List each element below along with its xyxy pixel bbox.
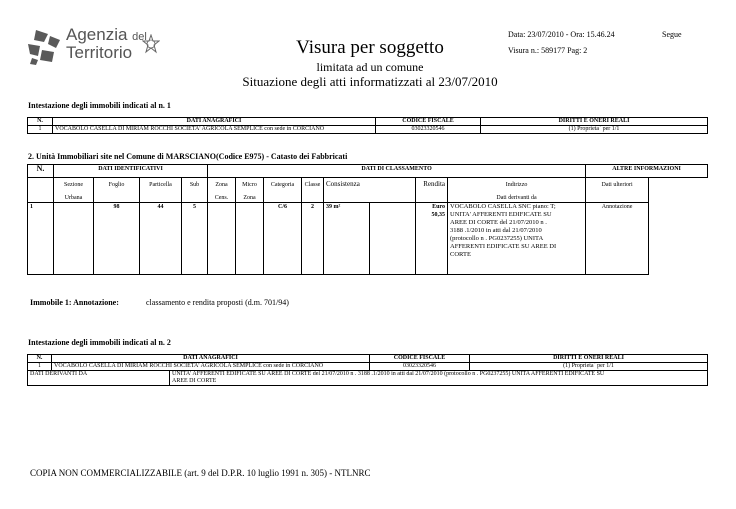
table-row [28,371,708,386]
cell-classe: 2 [302,203,324,275]
col-codice-fiscale: CODICE FISCALE [370,355,470,363]
sub-urbana: Urbana [64,195,83,201]
table-row [28,126,708,134]
cell-derivanti-line: AREE DI CORTE del 21/07/2010 n . [450,219,547,226]
col-n: N. [28,355,52,363]
cell-derivanti-line: AFFERENTI EDIFICATE SU AREE DI [450,243,557,250]
header-date: Data: 23/07/2010 - Ora: 15.46.24 [508,30,615,39]
footer-note: COPIA NON COMMERCIALIZZABILE (art. 9 del D.P.R. 10 luglio 1991 n. 305) - NTLNRC [30,468,371,478]
sub-cens: Cens. [214,195,229,201]
section2-heading: 2. Unità Immobiliari site nel Comune di MARSCIANO(Codice E975) - Catasto dei Fabbricati [28,152,348,161]
cell-n: 1 [28,126,53,134]
col-n: N. [28,118,53,126]
header-visura-number: Visura n.: 589177 Pag: 2 [508,46,588,55]
sub-foglio: Foglio [94,178,140,203]
sub-zona2: Zona [243,195,256,201]
col-diritti: DIRITTI E ONERI REALI [481,118,708,126]
cell-derivanti-line: AREE DI CORTE [172,378,217,384]
annotation-label: Immobile 1: Annotazione: [30,298,119,307]
sub-consistenza: Consistenza [324,178,416,203]
cell-particella: 44 [140,203,182,275]
group-altre-informazioni: ALTRE INFORMAZIONI [586,165,708,178]
sub-dati-derivanti: Dati derivanti da [496,195,537,201]
cell-foglio: 98 [94,203,140,275]
cell-ulteriori: Annotazione [586,203,649,275]
col-codice-fiscale: CODICE FISCALE [376,118,481,126]
section1-heading: Intestazione degli immobili indicati al n. 1 [28,101,171,110]
sub-sub: Sub [182,178,208,203]
cell-anagrafici: VOCABOLO CASELLA DI MIRIAM ROCCHI SOCIETA' AGRICOLA SEMPLICE con sede in CORCIANO [53,126,376,134]
table-row [28,363,708,371]
sub-particella: Particella [140,178,182,203]
page-subtitle-2: Situazione degli atti informatizzati al 23/07/2010 [242,74,498,89]
logo-name-line1: Agenzia [66,25,128,44]
cell-categoria: C/6 [264,203,302,275]
cell-cf: 03023320546 [370,363,470,371]
cell-derivanti-label: DATI DERIVANTI DA [28,371,170,386]
sub-sezione: Sezione [64,182,83,188]
cell-consistenza: 39 m² [324,203,370,275]
logo-name-del: del [132,31,147,43]
group-dati-identificativi: DATI IDENTIFICATIVI [54,165,208,178]
agency-logo [26,26,166,68]
cell-diritti: (1) Proprieta` per 1/1 [470,363,708,371]
page-subtitle-1: limitata ad un comune [316,60,424,74]
page-title: Visura per soggetto [296,37,444,58]
sub-rendita: Rendita [416,178,448,203]
sub-indirizzo: Indirizzo [505,182,528,188]
cell-n: 1 [28,203,54,275]
annotation-text: classamento e rendita proposti (d.m. 701/94) [146,298,289,307]
section3-table [27,354,708,386]
group-n: N. [28,165,54,178]
section2-table [27,164,708,275]
sub-categoria: Categoria [264,178,302,203]
cell-rendita: Euro 50,35 [416,203,448,275]
cell-derivanti-line: (protocollo n . PG0237255) UNITA [450,235,544,242]
cell-cf: 03023320546 [376,126,481,134]
cell-derivanti-line: 3188 .1/2010 in atti dal 21/07/2010 [450,227,542,234]
cell-n: 1 [28,363,52,371]
cell-derivanti-line: CORTE [450,251,471,258]
cell-sub: 5 [182,203,208,275]
cell-diritti: (1) Proprieta` per 1/1 [481,126,708,134]
col-dati-anagrafici: DATI ANAGRAFICI [52,355,370,363]
sub-micro: Micro [242,182,257,188]
sub-dati-ulteriori: Dati ulteriori [586,178,649,203]
sub-classe: Classe [302,178,324,203]
group-dati-classamento: DATI DI CLASSAMENTO [208,165,586,178]
agency-logo-mark-icon [26,28,62,66]
cell-indirizzo: VOCABOLO CASELLA SNC piano: T; [450,203,556,210]
section3-heading: Intestazione degli immobili indicati al n. 2 [28,338,171,347]
table-row [28,203,708,275]
header-segue: Segue [662,30,682,39]
col-dati-anagrafici: DATI ANAGRAFICI [53,118,376,126]
section1-table [27,117,708,134]
sub-zona: Zona [215,182,228,188]
logo-name-line2: Territorio [66,43,133,62]
col-diritti: DIRITTI E ONERI REALI [470,355,708,363]
cell-anagrafici: VOCABOLO CASELLA DI MIRIAM ROCCHI SOCIETA' AGRICOLA SEMPLICE con sede in CORCIANO [52,363,370,371]
republic-emblem-icon [142,34,160,54]
cell-derivanti-line: UNITA' AFFERENTI EDIFICATE SU [450,211,552,218]
cell-derivanti-line: UNITA' AFFERENTI EDIFICATE SU AREE DI CORTE del 21/07/2010 n . 3188 .1/2010 in atti dal 21/07/2010 (protocollo n . PG0237255) UNITA AFFERENTI EDIFICATE SU [172,371,605,377]
